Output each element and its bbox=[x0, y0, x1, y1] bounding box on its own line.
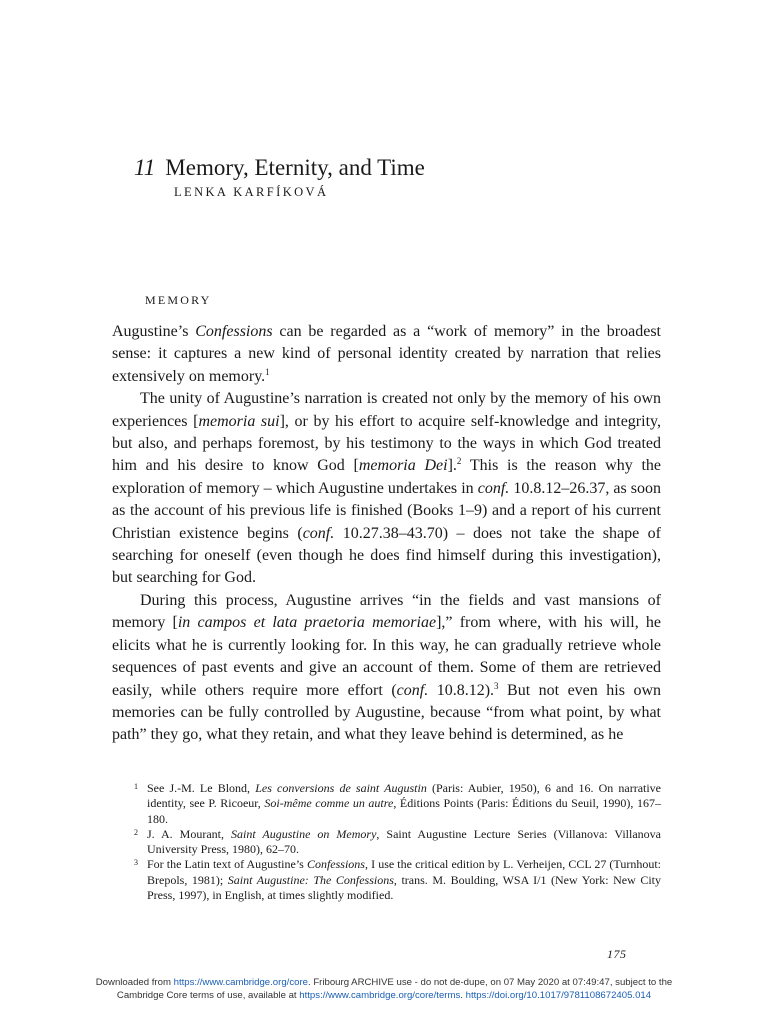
page-number: 175 bbox=[607, 947, 627, 961]
text-run: ]. bbox=[447, 457, 457, 475]
doi-link[interactable]: https://doi.org/10.1017/9781108672405.014 bbox=[465, 990, 652, 1001]
body-text bbox=[112, 321, 661, 747]
italic-text: Saint Augustine: The Confessions bbox=[227, 872, 394, 887]
italic-text: conf. bbox=[396, 681, 429, 699]
terms-link[interactable]: https://www.cambridge.org/core/terms bbox=[299, 990, 461, 1001]
notice-text: Downloaded from bbox=[95, 977, 174, 988]
footnote-text bbox=[147, 857, 661, 902]
italic-text: Soi-même comme un autre bbox=[264, 796, 394, 811]
footnote-text bbox=[147, 827, 661, 856]
chapter-author: LENKA KARFÍKOVÁ bbox=[174, 185, 329, 199]
chapter-title: Memory, Eternity, and Time bbox=[165, 155, 425, 180]
text-run: , Éditions Points (Paris: Éditions du Seuil, 1990), 167–180. bbox=[147, 796, 661, 826]
download-notice bbox=[0, 976, 768, 1002]
download-notice-line-1 bbox=[0, 976, 768, 989]
footnote-mark: 1 bbox=[134, 782, 138, 791]
text-run: See J.-M. Le Blond, bbox=[147, 781, 256, 795]
italic-text: memoria sui bbox=[198, 412, 280, 430]
paragraph bbox=[112, 590, 661, 747]
text-run: , I use the critical edition by L. Verheijen, CCL 27 (Turnhout: Brepols, 1981); bbox=[147, 857, 662, 887]
italic-text: Les conversions de saint Augustin bbox=[255, 781, 427, 795]
text-run: 10.8.12). bbox=[428, 681, 495, 699]
text-run: During this process, Augustine arrives “in the fields and vast mansions of memory [ bbox=[112, 591, 661, 632]
text-run: ],” from where, with his will, he elicits what he is currently looking for. In this way, he can gradually retrieve whole sequences of past events and give an account of them. Some of them are retrieved easily, while others require more effort ( bbox=[112, 614, 661, 699]
chapter-number: 11 bbox=[134, 155, 156, 180]
text-run: , trans. M. Boulding, WSA I/1 (New York: New City Press, 1997), in English, at times slightly modified. bbox=[147, 872, 662, 903]
notice-text: . bbox=[460, 990, 466, 1001]
text-run: (Paris: Aubier, 1950), 6 and 16. On narrative identity, see P. Ricoeur, bbox=[147, 781, 662, 811]
text-run: This is the reason why the exploration of memory – which Augustine undertakes in bbox=[112, 457, 662, 497]
paragraph bbox=[112, 321, 661, 388]
text-run: can be regarded as a “work of memory” in the broadest sense: it captures a new kind of personal identity created by narration that relies extensively on memory. bbox=[112, 323, 661, 385]
italic-text: Confessions bbox=[195, 323, 273, 340]
notice-text: Cambridge Core terms of use, available at bbox=[116, 990, 300, 1001]
footnote-mark: 3 bbox=[134, 858, 138, 868]
italic-text: conf. bbox=[302, 524, 335, 542]
notice-text: . Fribourg ARCHIVE use - do not de-dupe, on 07 May 2020 at 07:49:47, subject to the bbox=[307, 977, 673, 988]
italic-text: memoria Dei bbox=[358, 457, 448, 475]
text-run: , Saint Augustine Lecture Series (Villanova: Villanova University Press, 1980), 62–70. bbox=[147, 826, 661, 857]
footnote-ref: 1 bbox=[265, 366, 270, 377]
text-run: But not even his own memories can be fully controlled by Augustine, because “from what point, by what path” they go, what they retain, and what they leave behind is determined, as he bbox=[112, 681, 661, 744]
italic-text: Confessions bbox=[306, 857, 365, 872]
text-run: 10.8.12–26.37, as soon as the account of his previous life is finished (Books 1–9) and a report of his current Christian existence begins ( bbox=[112, 479, 661, 542]
text-run: J. A. Mourant, bbox=[147, 826, 231, 841]
text-run: 10.27.38–43.70) – does not take the shape of searching for oneself (even though he does find himself during this investigation), but searching for God. bbox=[112, 524, 661, 587]
text-run: For the Latin text of Augustine’s bbox=[147, 857, 307, 872]
footnote bbox=[134, 857, 661, 903]
footnote bbox=[134, 781, 661, 827]
text-run: ], or by his effort to acquire self-knowledge and integrity, but also, and perhaps foremost, by his testimony to the ways in which God treated him and his desire to know God [ bbox=[112, 412, 661, 475]
text-run: Augustine’s bbox=[112, 323, 196, 340]
italic-text: in campos et lata praetoria memoriae bbox=[177, 614, 437, 632]
footnote-ref: 2 bbox=[456, 456, 462, 467]
download-notice-line-2 bbox=[0, 989, 768, 1002]
footnote-mark: 2 bbox=[134, 827, 138, 837]
footnote-ref: 3 bbox=[494, 680, 499, 691]
italic-text: Saint Augustine on Memory bbox=[230, 826, 377, 841]
paragraph bbox=[112, 388, 661, 590]
chapter-title-line bbox=[134, 153, 425, 183]
section-heading: MEMORY bbox=[145, 293, 212, 307]
italic-text: conf. bbox=[477, 479, 510, 497]
chapter-header bbox=[134, 153, 425, 200]
footnote-text bbox=[147, 781, 661, 826]
cambridge-core-link[interactable]: https://www.cambridge.org/core bbox=[173, 977, 308, 988]
footnote bbox=[134, 827, 661, 858]
footnotes bbox=[134, 781, 661, 903]
text-run: The unity of Augustine’s narration is created not only by the memory of his own experiences [ bbox=[112, 390, 661, 430]
